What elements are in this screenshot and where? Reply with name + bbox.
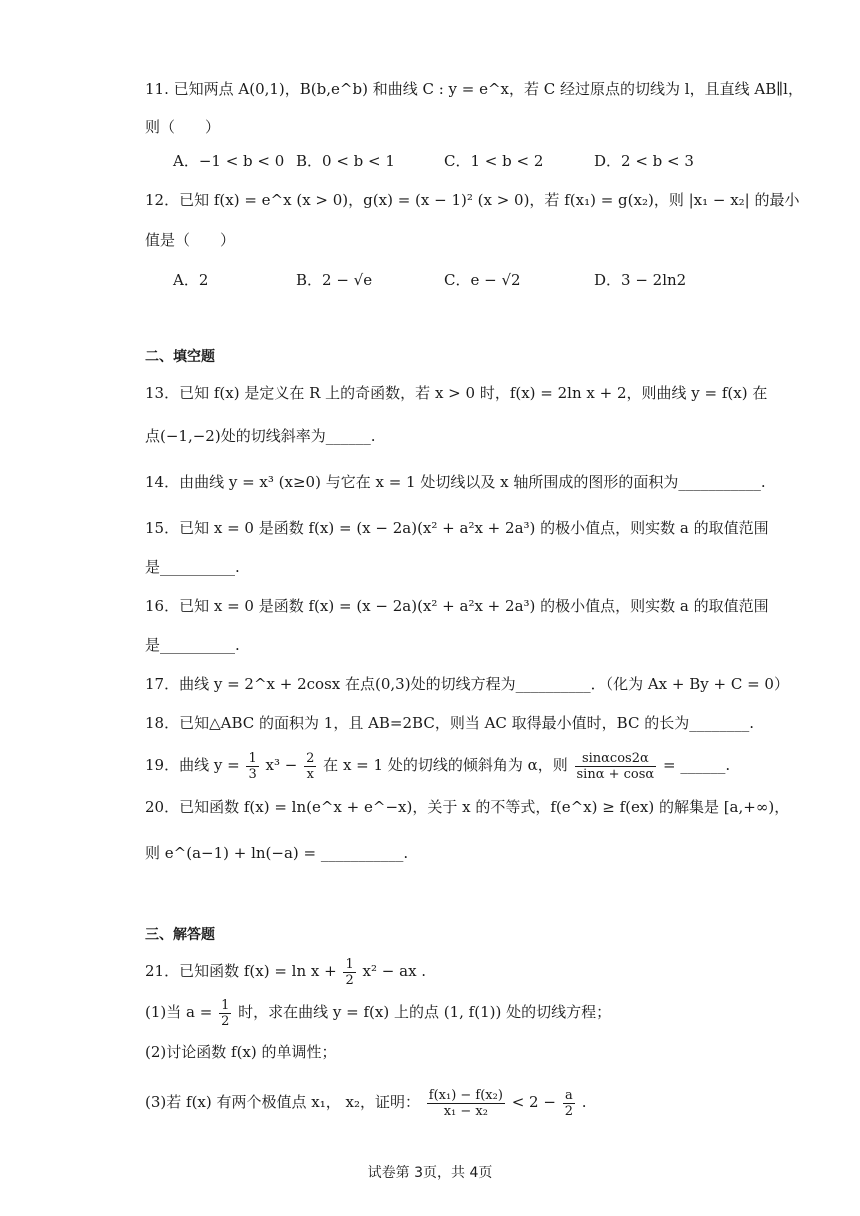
q21-part1 [145,995,611,1029]
q19-fraction-2: $\frac{2}{x}$ [306,750,315,782]
q11-stem: 11. 已知两点 A(0,1)，B(b,e^b) 和曲线 C : y = e^x，若 C 经过原点的切线为 l，且直线 AB∥l， [145,80,803,98]
q11-stem-cont: 则（ ） [145,118,221,136]
q21-head-prefix: 21．已知函数 f(x) = ln x + [145,962,337,980]
q21-part3-fraction-1: $\frac{\text{f(x₁) − f(x₂)}}{\text{x₁ − x₂}}$ [428,1087,503,1119]
q19-mid1: x³ − [265,756,298,774]
q19-mid2: 在 x = 1 处的切线的倾斜角为 α，则 [323,756,568,774]
q20-line1: 20．已知函数 f(x) = ln(e^x + e^−x)，关于 x 的不等式，f(e^x) ≥ f(ex) 的解集是 [a,+∞)， [145,798,790,816]
q11-option-b: B．0 < b < 1 [296,152,395,170]
q16-line2: 是__________. [145,636,240,654]
q21-head [145,954,426,988]
q19 [145,748,730,782]
q21-part1-suffix: 时，求在曲线 y = f(x) 上的点 (1, f(1)) 处的切线方程； [238,1003,612,1021]
q19-fraction-1: $\frac{1}{3}$ [248,750,257,782]
q12-option-a: A．2 [173,271,209,289]
q13-line2: 点(−1,−2)处的切线斜率为______. [145,427,376,445]
q11-option-c: C．1 < b < 2 [444,152,544,170]
q19-prefix: 19．曲线 y = [145,756,240,774]
q21-part3-mid: < 2 − [511,1093,556,1111]
q19-fraction-3: $\frac{\sin\alpha\cos 2\alpha}{\sin\alpha + \cos\alpha}$ [576,750,655,782]
q21-part3-suffix: . [581,1093,587,1111]
section-fill-in-heading: 二、填空题 [145,349,215,365]
q15-line2: 是__________. [145,558,240,576]
q16-line1: 16．已知 x = 0 是函数 f(x) = (x − 2a)(x² + a²x + 2a³) 的极小值点，则实数 a 的取值范围 [145,597,769,615]
q21-part1-prefix: (1)当 a = [145,1003,213,1021]
q15-line1: 15．已知 x = 0 是函数 f(x) = (x − 2a)(x² + a²x + 2a³) 的极小值点，则实数 a 的取值范围 [145,519,769,537]
q21-part3 [145,1082,587,1122]
q12-option-b: B．2 − √e [296,271,373,289]
q21-head-suffix: x² − ax . [362,962,427,980]
q12-option-c: C．e − √2 [444,271,521,289]
q21-head-fraction: $\frac{1}{2}$ [345,956,354,988]
q21-part3-prefix: (3)若 f(x) 有两个极值点 x₁， x₂，证明： [145,1093,420,1111]
q14: 14．由曲线 y = x³ (x≥0) 与它在 x = 1 处切线以及 x 轴所围成的图形的面积为___________. [145,473,766,491]
q21-part1-fraction: $\frac{1}{2}$ [221,997,230,1029]
q17: 17．曲线 y = 2^x + 2cosx 在点(0,3)处的切线方程为__________．（化为 Ax + By + C = 0） [145,675,789,693]
section-answer-heading: 三、解答题 [145,927,215,943]
q12-stem-cont: 值是（ ） [145,231,236,249]
q12-option-d: D．3 − 2ln2 [594,271,687,289]
q11-option-d: D．2 < b < 3 [594,152,694,170]
q12-stem: 12．已知 f(x) = e^x (x > 0)，g(x) = (x − 1)² (x > 0)，若 f(x₁) = g(x₂)，则 |x₁ − x₂| 的最小 [145,191,800,209]
q21-part3-fraction-2: $\frac{a}{2}$ [564,1087,573,1119]
q11-option-a: A．−1 < b < 0 [173,152,285,170]
q18: 18．已知△ABC 的面积为 1，且 AB=2BC，则当 AC 取得最小值时，BC 的长为________. [145,714,754,732]
page-footer: 试卷第 3页，共 4页 [367,1165,493,1181]
q21-part2: (2)讨论函数 f(x) 的单调性； [145,1043,337,1061]
q13-line1: 13．已知 f(x) 是定义在 R 上的奇函数，若 x > 0 时，f(x) = 2ln x + 2，则曲线 y = f(x) 在 [145,384,768,402]
q20-line2: 则 e^(a−1) + ln(−a) = ___________. [145,844,409,862]
q19-suffix: = ______. [662,756,731,774]
